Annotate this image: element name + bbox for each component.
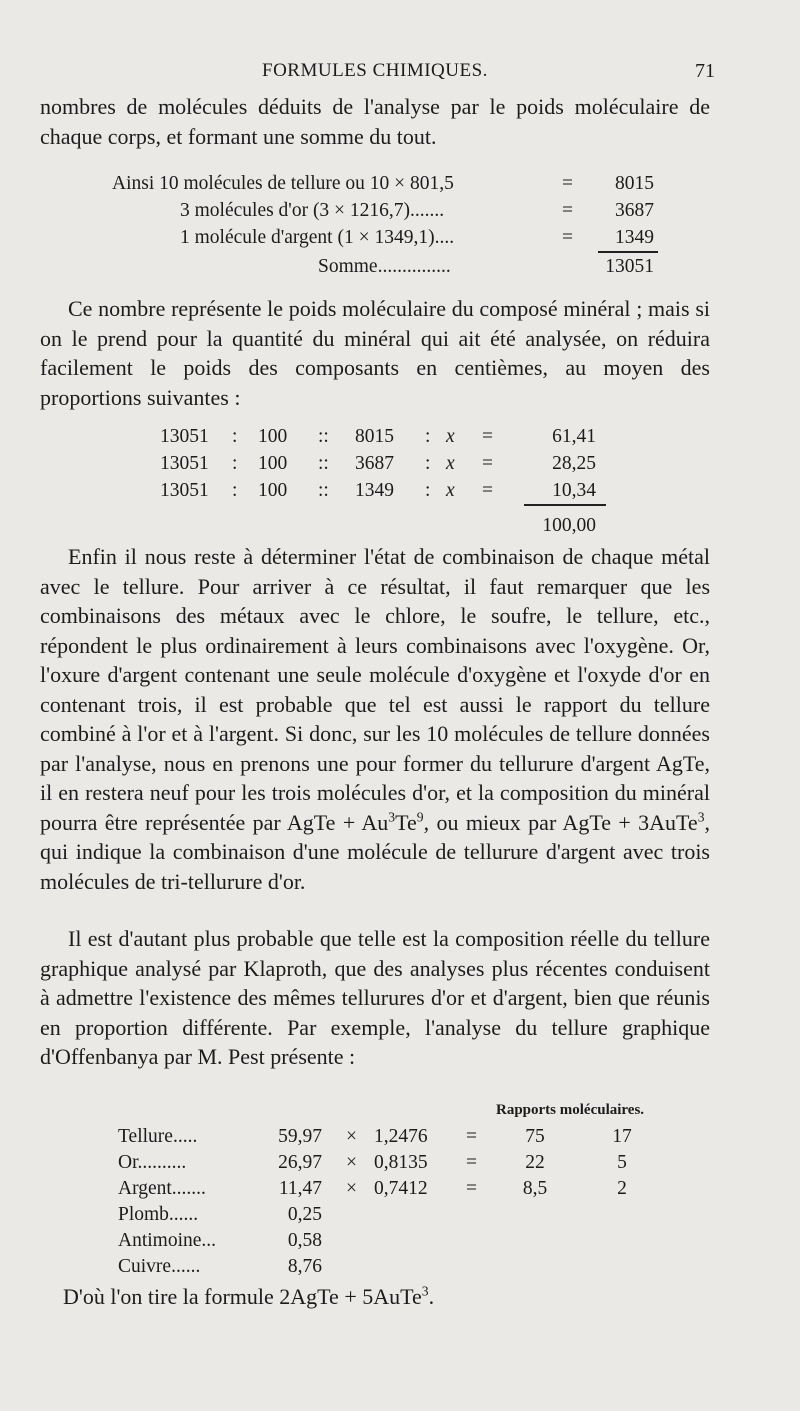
proportion-c: 8015 bbox=[355, 426, 394, 447]
sum-row-equals: = bbox=[562, 227, 573, 248]
element-ratio: 22 bbox=[525, 1152, 545, 1173]
proportion-b: 100 bbox=[258, 480, 288, 501]
proportion-equals: = bbox=[482, 480, 493, 501]
proportion-equals: = bbox=[482, 426, 493, 447]
element-ratio: 8,5 bbox=[522, 1178, 548, 1199]
page-header bbox=[0, 58, 800, 88]
superscript: 3 bbox=[421, 1283, 429, 1299]
text-run: . bbox=[428, 1284, 435, 1309]
proportion-result: 61,41 bbox=[552, 426, 596, 447]
element-name: Or.......... bbox=[118, 1152, 187, 1173]
element-ratio: 75 bbox=[525, 1126, 545, 1147]
element-percent: 26,97 bbox=[278, 1152, 322, 1173]
proportion-c: 3687 bbox=[355, 453, 394, 474]
proportion-row bbox=[0, 423, 800, 450]
final-formula-line bbox=[63, 1284, 434, 1310]
proportion-equals: = bbox=[482, 453, 493, 474]
element-factor: 1,2476 bbox=[374, 1126, 428, 1147]
element-name: Plomb...... bbox=[118, 1204, 199, 1225]
proportion-x: x bbox=[446, 480, 455, 501]
analysis-row bbox=[0, 1228, 800, 1254]
paragraph-combination bbox=[40, 542, 710, 896]
sum-row-label: 1 molécule d'argent (1 × 1349,1).... bbox=[180, 227, 455, 248]
element-name: Tellure..... bbox=[118, 1126, 198, 1147]
sum-row bbox=[0, 224, 800, 251]
proportion-sep: : bbox=[425, 480, 431, 501]
element-percent: 11,47 bbox=[278, 1178, 322, 1199]
element-percent: 59,97 bbox=[278, 1126, 322, 1147]
analysis-row bbox=[0, 1254, 800, 1280]
sum-row-value: 8015 bbox=[615, 173, 654, 194]
running-title: FORMULES CHIMIQUES. bbox=[262, 60, 488, 81]
sum-row-equals: = bbox=[562, 173, 573, 194]
sum-total-label: Somme............... bbox=[318, 256, 451, 277]
paragraph-text: Ce nombre représente le poids moléculaire du composé minéral ; mais si on le prend pour la quantité du minéral qui ait été analysée, on réduira facilement le poids des composants en centièmes, au moyen des proportions suivantes : bbox=[40, 296, 710, 410]
analysis-row bbox=[0, 1150, 800, 1176]
proportion-rule bbox=[524, 504, 606, 506]
sum-total-value: 13051 bbox=[605, 256, 654, 277]
proportion-sep: :: bbox=[318, 453, 329, 474]
text-run: , ou mieux par AgTe + 3AuTe bbox=[423, 809, 698, 835]
sum-row bbox=[0, 170, 800, 197]
superscript: 3 bbox=[697, 809, 705, 825]
sum-row-equals: = bbox=[562, 200, 573, 221]
element-percent: 0,58 bbox=[287, 1230, 322, 1251]
analysis-caption: Rapports moléculaires. bbox=[496, 1102, 645, 1118]
analysis-row bbox=[0, 1202, 800, 1228]
text-run: D'où l'on tire la formule 2AgTe + 5AuTe bbox=[63, 1284, 422, 1309]
proportion-sep: :: bbox=[318, 480, 329, 501]
proportion-sep: : bbox=[232, 480, 238, 501]
proportion-row bbox=[0, 477, 800, 504]
text-run: , qui indique la combinaison d'une molécule de tellurure d'argent avec trois molécules de tri-tellurure d'or. bbox=[40, 809, 710, 894]
superscript: 3 bbox=[388, 809, 396, 825]
sum-row-value: 1349 bbox=[615, 227, 654, 248]
element-name: Argent....... bbox=[118, 1178, 206, 1199]
proportion-x: x bbox=[446, 426, 455, 447]
element-molecules: 17 bbox=[612, 1126, 632, 1147]
times-sign: × bbox=[346, 1126, 357, 1147]
proportion-result: 10,34 bbox=[552, 480, 596, 501]
element-name: Cuivre...... bbox=[118, 1256, 201, 1277]
proportion-sep: : bbox=[232, 453, 238, 474]
sum-row bbox=[0, 197, 800, 224]
proportion-total-row bbox=[0, 512, 800, 539]
element-molecules: 5 bbox=[617, 1152, 627, 1173]
sum-row-value: 3687 bbox=[615, 200, 654, 221]
proportion-sep: :: bbox=[318, 426, 329, 447]
text-run: Te bbox=[395, 809, 417, 835]
proportion-total: 100,00 bbox=[542, 515, 596, 536]
proportion-a: 13051 bbox=[160, 480, 209, 501]
proportion-result: 28,25 bbox=[552, 453, 596, 474]
proportion-c: 1349 bbox=[355, 480, 394, 501]
sum-row-label: 3 molécules d'or (3 × 1216,7)....... bbox=[180, 200, 445, 221]
paragraph-text: Il est d'autant plus probable que telle est la composition réelle du tellure graphique analysé par Klaproth, que des analyses plus récentes conduisent à admettre l'existence des mêmes tellurures d'or et d'argent, bien que réunis en proportion différente. Par exemple, l'analyse du tellure graphique d'Offenbanya par M. Pest présente : bbox=[40, 926, 710, 1069]
element-factor: 0,8135 bbox=[374, 1152, 428, 1173]
equals-sign: = bbox=[466, 1152, 477, 1173]
proportion-x: x bbox=[446, 453, 455, 474]
element-molecules: 2 bbox=[617, 1178, 627, 1199]
sum-table bbox=[0, 170, 800, 280]
paragraph-klaproth bbox=[40, 924, 710, 1072]
paragraph-text bbox=[40, 542, 710, 896]
proportion-sep: : bbox=[425, 426, 431, 447]
analysis-row bbox=[0, 1124, 800, 1150]
sum-total-row bbox=[0, 253, 800, 280]
sum-row-label: Ainsi 10 molécules de tellure ou 10 × 801,5 bbox=[112, 173, 454, 194]
proportion-sep: : bbox=[232, 426, 238, 447]
proportion-a: 13051 bbox=[160, 426, 209, 447]
proportion-sep: : bbox=[425, 453, 431, 474]
paragraph-text: nombres de molécules déduits de l'analyse par le poids moléculaire de chaque corps, et formant une somme du tout. bbox=[40, 94, 710, 149]
equals-sign: = bbox=[466, 1178, 477, 1199]
element-percent: 8,76 bbox=[287, 1256, 322, 1277]
analysis-table bbox=[0, 1124, 800, 1280]
element-factor: 0,7412 bbox=[374, 1178, 428, 1199]
superscript: 9 bbox=[416, 809, 424, 825]
proportion-row bbox=[0, 450, 800, 477]
proportion-b: 100 bbox=[258, 426, 288, 447]
element-name: Antimoine... bbox=[118, 1230, 217, 1251]
paragraph-intro bbox=[40, 92, 710, 151]
paragraph-proportions-intro bbox=[40, 294, 710, 412]
times-sign: × bbox=[346, 1152, 357, 1173]
proportions-table bbox=[0, 423, 800, 539]
times-sign: × bbox=[346, 1178, 357, 1199]
page-number: 71 bbox=[695, 60, 715, 82]
proportion-b: 100 bbox=[258, 453, 288, 474]
equals-sign: = bbox=[466, 1126, 477, 1147]
proportion-a: 13051 bbox=[160, 453, 209, 474]
element-percent: 0,25 bbox=[287, 1204, 322, 1225]
text-run: Enfin il nous reste à déterminer l'état de combinaison de chaque métal avec le tellure. Pour arriver à ce résultat, il faut remarquer que les combinaisons des métaux avec le chlore, le soufre, le tellure, etc., répondent le plus ordinairement à leurs combinaisons avec l'oxygène. Or, l'oxure d'argent contenant une seule molécule d'oxygène et l'oxyde d'or en contenant trois, il est probable que tel est aussi le rapport du tellure combiné à l'or et à l'argent. Si donc, sur les 10 molécules de tellure données par l'analyse, nous en prenons une pour former du tellurure d'argent AgTe, il en restera neuf pour les trois molécules d'or, et la composition du minéral pourra être représentée par AgTe + Au bbox=[40, 544, 710, 835]
analysis-row bbox=[0, 1176, 800, 1202]
